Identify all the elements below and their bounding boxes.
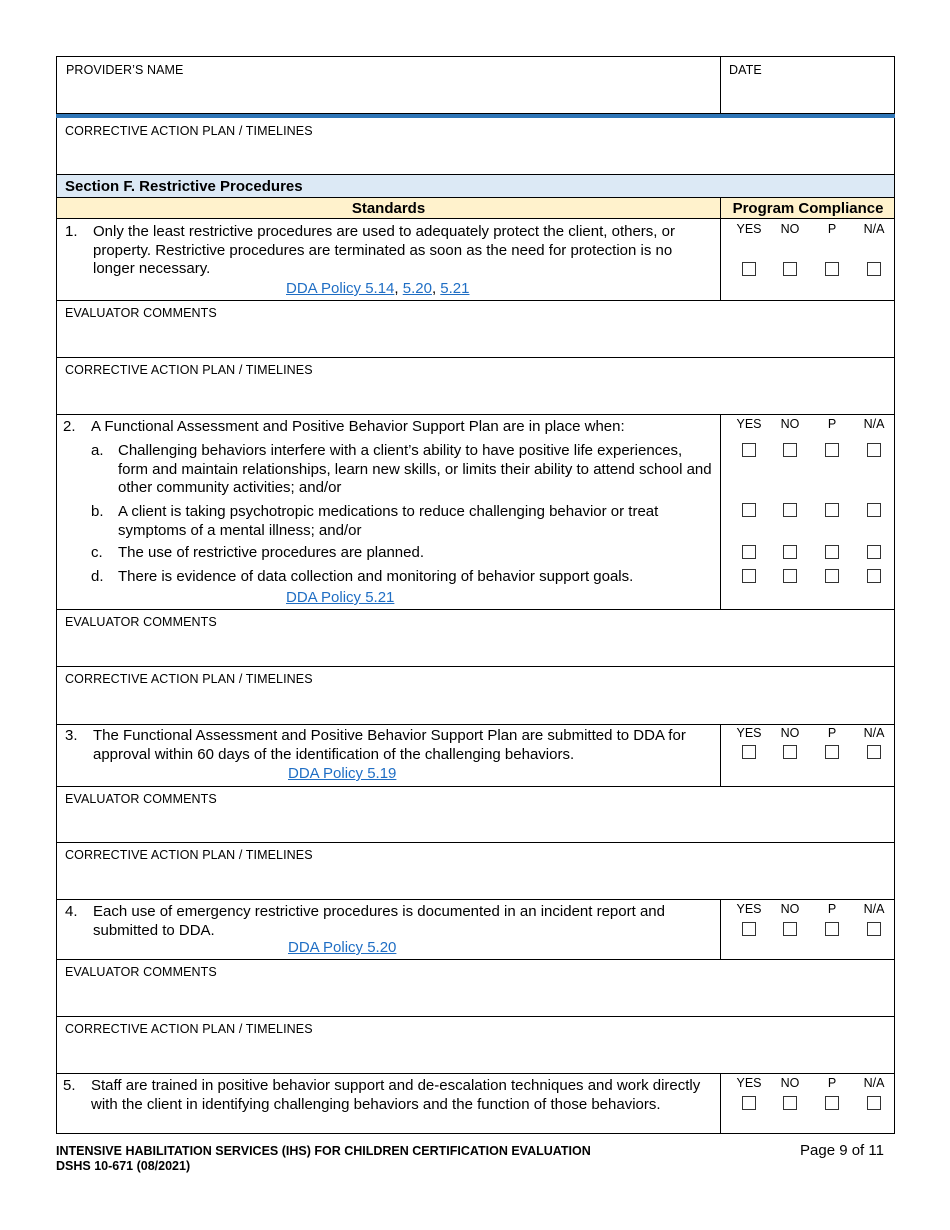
row-line xyxy=(56,899,895,900)
p-column-label: P xyxy=(827,417,837,431)
item4-yes-checkbox[interactable] xyxy=(742,922,756,936)
no-column-label: NO xyxy=(780,1076,800,1090)
item1-no-checkbox[interactable] xyxy=(783,262,797,276)
separator: , xyxy=(394,280,403,297)
item3-yes-checkbox[interactable] xyxy=(742,745,756,759)
yes-column-label: YES xyxy=(736,1076,762,1090)
item2c-na-checkbox[interactable] xyxy=(867,545,881,559)
section-header xyxy=(56,174,895,197)
item4-evaluator-comments[interactable] xyxy=(56,959,895,1016)
item4-text: Each use of emergency restrictive procedures is documented in an incident report and submitted to DDA. xyxy=(93,903,665,939)
item4-na-checkbox[interactable] xyxy=(867,922,881,936)
item1-divider xyxy=(720,219,721,300)
policy-link-5-20[interactable]: DDA Policy 5.20 xyxy=(288,939,397,956)
na-column-label: N/A xyxy=(863,902,885,916)
corrective-action-label: CORRECTIVE ACTION PLAN / TIMELINES xyxy=(65,1022,313,1036)
corrective-action-label: CORRECTIVE ACTION PLAN / TIMELINES xyxy=(65,363,313,377)
row-line xyxy=(56,1073,895,1074)
no-column-label: NO xyxy=(780,726,800,740)
policy-link-5-20[interactable]: 5.20 xyxy=(402,280,432,297)
item2b-na-checkbox[interactable] xyxy=(867,503,881,517)
item3-divider xyxy=(720,724,721,786)
item5-text: Staff are trained in positive behavior support and de-escalation techniques and work directly with the client in identifying challenging behaviors and the function of those behaviors. xyxy=(91,1077,701,1113)
policy-link-5-14[interactable]: DDA Policy 5.14 xyxy=(286,280,395,297)
item1-p-checkbox[interactable] xyxy=(825,262,839,276)
item2b-yes-checkbox[interactable] xyxy=(742,503,756,517)
item2c-no-checkbox[interactable] xyxy=(783,545,797,559)
item2b-letter: b. xyxy=(91,503,104,520)
standards-header: Standards xyxy=(351,200,426,217)
item2d-yes-checkbox[interactable] xyxy=(742,569,756,583)
na-column-label: N/A xyxy=(863,222,885,236)
p-column-label: P xyxy=(827,222,837,236)
item2b-text: A client is taking psychotropic medications to reduce challenging behavior or treat symptoms of a mental illness; and/or xyxy=(118,503,659,539)
item5-na-checkbox[interactable] xyxy=(867,1096,881,1110)
item5-number: 5. xyxy=(63,1077,76,1094)
item3-p-checkbox[interactable] xyxy=(825,745,839,759)
evaluator-comments-label: EVALUATOR COMMENTS xyxy=(65,306,217,320)
item2a-letter: a. xyxy=(91,442,104,459)
corrective-action-label: CORRECTIVE ACTION PLAN / TIMELINES xyxy=(65,672,313,686)
footer-title: INTENSIVE HABILITATION SERVICES (IHS) FOR CHILDREN CERTIFICATION EVALUATION xyxy=(56,1144,591,1158)
item2c-text: The use of restrictive procedures are planned. xyxy=(118,544,424,561)
item3-evaluator-comments[interactable] xyxy=(56,786,895,842)
na-column-label: N/A xyxy=(863,726,885,740)
no-column-label: NO xyxy=(780,902,800,916)
item2a-no-checkbox[interactable] xyxy=(783,443,797,457)
evaluator-comments-label: EVALUATOR COMMENTS xyxy=(65,792,217,806)
item4-number: 4. xyxy=(65,903,78,920)
p-column-label: P xyxy=(827,1076,837,1090)
item4-corrective-action[interactable] xyxy=(56,1016,895,1073)
item3-no-checkbox[interactable] xyxy=(783,745,797,759)
item2a-na-checkbox[interactable] xyxy=(867,443,881,457)
item2-number: 2. xyxy=(63,418,76,435)
yes-column-label: YES xyxy=(736,417,762,431)
na-column-label: N/A xyxy=(863,417,885,431)
row-line xyxy=(56,414,895,415)
provider-name-label: PROVIDER’S NAME xyxy=(66,63,184,77)
item3-text: The Functional Assessment and Positive Behavior Support Plan are submitted to DDA for approval within 60 days of the identification of the challenging behaviors. xyxy=(93,727,686,763)
policy-link-5-21[interactable]: DDA Policy 5.21 xyxy=(286,589,395,606)
item4-p-checkbox[interactable] xyxy=(825,922,839,936)
date-label: DATE xyxy=(729,63,762,77)
item2a-yes-checkbox[interactable] xyxy=(742,443,756,457)
section-title: Section F. Restrictive Procedures xyxy=(65,178,303,195)
evaluator-comments-label: EVALUATOR COMMENTS xyxy=(65,965,217,979)
policy-link-5-21[interactable]: 5.21 xyxy=(440,280,470,297)
item2c-yes-checkbox[interactable] xyxy=(742,545,756,559)
program-compliance-header: Program Compliance xyxy=(732,200,884,217)
item2d-na-checkbox[interactable] xyxy=(867,569,881,583)
p-column-label: P xyxy=(827,726,837,740)
row-line xyxy=(56,724,895,725)
item1-policy-links xyxy=(286,280,469,299)
header-divider xyxy=(720,57,721,113)
no-column-label: NO xyxy=(780,222,800,236)
p-column-label: P xyxy=(827,902,837,916)
item2c-letter: c. xyxy=(91,544,103,561)
item5-yes-checkbox[interactable] xyxy=(742,1096,756,1110)
item1-corrective-action[interactable] xyxy=(56,357,895,414)
corrective-action-label: CORRECTIVE ACTION PLAN / TIMELINES xyxy=(65,848,313,862)
item2b-no-checkbox[interactable] xyxy=(783,503,797,517)
item3-corrective-action[interactable] xyxy=(56,842,895,899)
na-column-label: N/A xyxy=(863,1076,885,1090)
yes-column-label: YES xyxy=(736,222,762,236)
item2-text: A Functional Assessment and Positive Behavior Support Plan are in place when: xyxy=(91,418,625,435)
item2d-letter: d. xyxy=(91,568,104,585)
standards-header-row xyxy=(56,197,895,219)
policy-link-5-19[interactable]: DDA Policy 5.19 xyxy=(288,765,397,782)
item1-yes-checkbox[interactable] xyxy=(742,262,756,276)
footer-form-number: DSHS 10-671 (08/2021) xyxy=(56,1159,191,1173)
item2d-text: There is evidence of data collection and monitoring of behavior support goals. xyxy=(118,568,634,585)
corrective-action-field[interactable] xyxy=(56,118,895,174)
page-number: Page 9 of 11 xyxy=(800,1142,884,1159)
item2c-p-checkbox[interactable] xyxy=(825,545,839,559)
item1-evaluator-comments[interactable] xyxy=(56,300,895,357)
item1-text: Only the least restrictive procedures are used to adequately protect the client, others, or property. Restrictive procedures are terminated as soon as the need for protection is no longer necessary. xyxy=(93,223,675,277)
item2-evaluator-comments[interactable] xyxy=(56,609,895,666)
header-box xyxy=(56,56,895,114)
item4-divider xyxy=(720,899,721,959)
item3-number: 3. xyxy=(65,727,78,744)
item2b-p-checkbox[interactable] xyxy=(825,503,839,517)
evaluator-comments-label: EVALUATOR COMMENTS xyxy=(65,615,217,629)
yes-column-label: YES xyxy=(736,726,762,740)
yes-column-label: YES xyxy=(736,902,762,916)
item1-na-checkbox[interactable] xyxy=(867,262,881,276)
item4-no-checkbox[interactable] xyxy=(783,922,797,936)
item5-p-checkbox[interactable] xyxy=(825,1096,839,1110)
item3-na-checkbox[interactable] xyxy=(867,745,881,759)
item5-divider xyxy=(720,1073,721,1134)
corrective-action-label: CORRECTIVE ACTION PLAN / TIMELINES xyxy=(65,124,313,138)
no-column-label: NO xyxy=(780,417,800,431)
item2d-no-checkbox[interactable] xyxy=(783,569,797,583)
item2d-p-checkbox[interactable] xyxy=(825,569,839,583)
item5-no-checkbox[interactable] xyxy=(783,1096,797,1110)
item1-number: 1. xyxy=(65,223,78,240)
item2-divider xyxy=(720,414,721,609)
item2a-p-checkbox[interactable] xyxy=(825,443,839,457)
item2-corrective-action[interactable] xyxy=(56,666,895,724)
separator: , xyxy=(431,280,441,297)
item2a-text: Challenging behaviors interfere with a client’s ability to have positive life experiences, form and maintain relationships, learn new skills, or limits their ability to attend school and other community activities; and/or xyxy=(118,442,712,496)
